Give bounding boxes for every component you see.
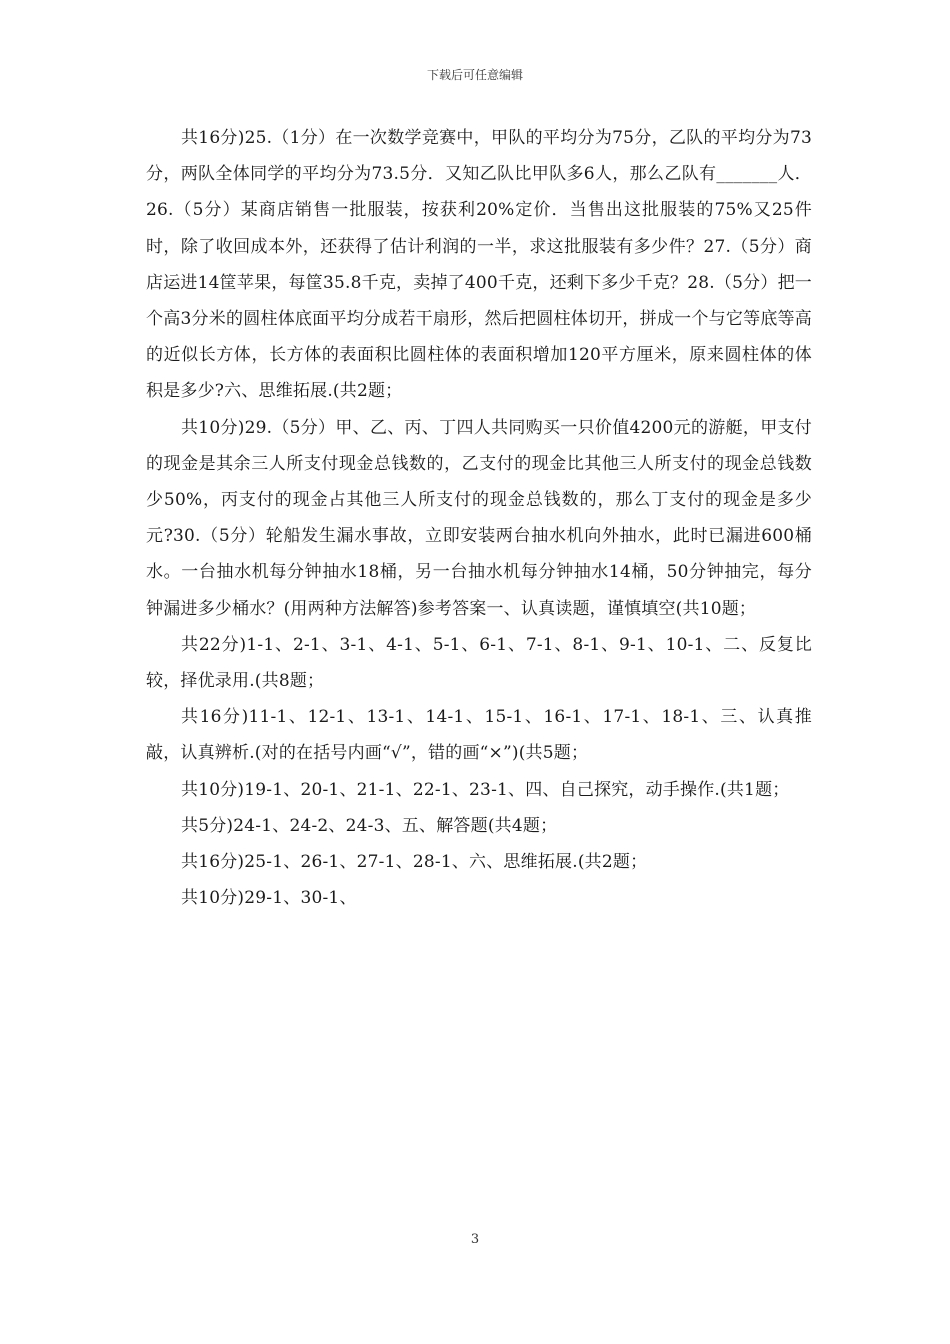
page-number: 3 (470, 1232, 480, 1247)
paragraph-answers-section-1: 共22分)1-1、2-1、3-1、4-1、5-1、6-1、7-1、8-1、9-1、10-1、二、反复比较，择优录用.(共8题； (146, 634, 812, 692)
paragraph-answers-section-3: 共10分)19-1、20-1、21-1、22-1、23-1、四、自己探究，动手操作.(共1题； (181, 779, 790, 800)
document-body (146, 120, 812, 916)
paragraph-answers-section-6: 共10分)29-1、30-1、 (181, 888, 357, 909)
paragraph-questions-25-28: 共16分)25.（1分）在一次数学竞赛中，甲队的平均分为75分，乙队的平均分为73分，两队全体同学的平均分为73.5分．又知乙队比甲队多6人，那么乙队有_______人．26.（5分）某商店销售一批服装，按获利20%定价．当售出这批服装的75%又25件时，除了收回成本外，还获得了估计利润的一半，求这批服装有多少件？27.（5分）商店运进14筐苹果，每筐35.8千克，卖掉了400千克，还剩下多少千克？28.（5分）把一个高3分米的圆柱体底面平均分成若干扇形，然后把圆柱体切开，拼成一个与它等底等高的近似长方体，长方体的表面积比圆柱体的表面积增加120平方厘米，原来圆柱体的体积是多少?六、思维拓展.(共2题； (146, 128, 812, 402)
paragraph-answers-section-2: 共16分)11-1、12-1、13-1、14-1、15-1、16-1、17-1、18-1、三、认真推敲，认真辨析.(对的在括号内画“√”，错的画“×”)(共5题； (146, 707, 812, 764)
paragraph-answers-section-4: 共5分)24-1、24-2、24-3、五、解答题(共4题； (181, 815, 558, 836)
paragraph-questions-29-30: 共10分)29.（5分）甲、乙、丙、丁四人共同购买一只价值4200元的游艇，甲支付的现金是其余三人所支付现金总钱数的，乙支付的现金比其他三人所支付的现金总钱数少50%，丙支付的现金占其他三人所支付的现金总钱数的，那么丁支付的现金是多少元?30.（5分）轮船发生漏水事故，立即安装两台抽水机向外抽水，此时已漏进600桶水。一台抽水机每分钟抽水18桶，另一台抽水机每分钟抽水14桶，50分钟抽完，每分钟漏进多少桶水？(用两种方法解答)参考答案一、认真读题，谨慎填空(共10题； (146, 417, 812, 619)
page-header: 下载后可任意编辑 (426, 68, 523, 82)
paragraph-answers-section-5: 共16分)25-1、26-1、27-1、28-1、六、思维拓展.(共2题； (181, 852, 648, 873)
